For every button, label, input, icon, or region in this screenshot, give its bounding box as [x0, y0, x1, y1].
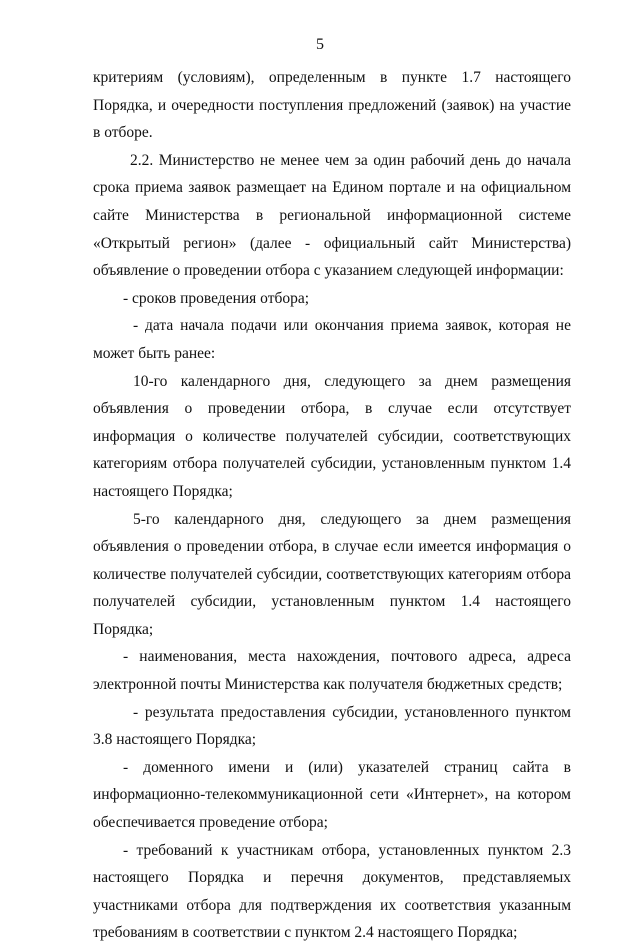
- paragraph-2-2: 2.2. Министерство не менее чем за один рабочий день до начала срока приема заявок размещает на Едином портале и на официальном сайте Министерства в региональной информационной системе «Открытый регион» (далее - официальный сайт Министерства) объявление о проведении отбора с указанием следующей информации:: [93, 151, 571, 280]
- list-item-result: - результата предоставления субсидии, установленного пунктом 3.8 настоящего Порядка;: [93, 703, 571, 749]
- paragraph-10th-day: 10-го календарного дня, следующего за днем размещения объявления о проведении отбора, в случае если отсутствует информация о количестве получателей субсидии, соответствующих категориям отбора получателей субсидии, установленным пунктом 1.4 настоящего Порядка;: [93, 372, 571, 500]
- list-item-requirements: - требований к участникам отбора, установленных пунктом 2.3 настоящего Порядка и перечня документов, представляемых участниками отбора для подтверждения их соответствия указанным требованиям в соответствии с пунктом 2.4 настоящего Порядка;: [93, 841, 571, 942]
- document-body: [93, 64, 571, 947]
- list-item-start-date: - дата начала подачи или окончания приема заявок, которая не может быть ранее:: [93, 317, 571, 362]
- paragraph-continuation: критериям (условиям), определенным в пункте 1.7 настоящего Порядка, и очередности поступления предложений (заявок) на участие в отборе.: [93, 69, 571, 142]
- list-item-domain: - доменного имени и (или) указателей страниц сайта в информационно-телекоммуникационной сети «Интернет», на котором обеспечивается проведение отбора;: [93, 758, 571, 832]
- list-item-terms: - сроков проведения отбора;: [123, 289, 310, 307]
- paragraph-5th-day: 5-го календарного дня, следующего за днем размещения объявления о проведении отбора, в случае если имеется информация о количестве получателей субсидии, соответствующих категориям отбора получателей субсидии, установленным пунктом 1.4 настоящего Порядка;: [93, 510, 571, 638]
- list-item-ministry-info: - наименования, места нахождения, почтового адреса, адреса электронной почты Министерства как получателя бюджетных средств;: [93, 648, 571, 694]
- page-number: 5: [316, 36, 324, 53]
